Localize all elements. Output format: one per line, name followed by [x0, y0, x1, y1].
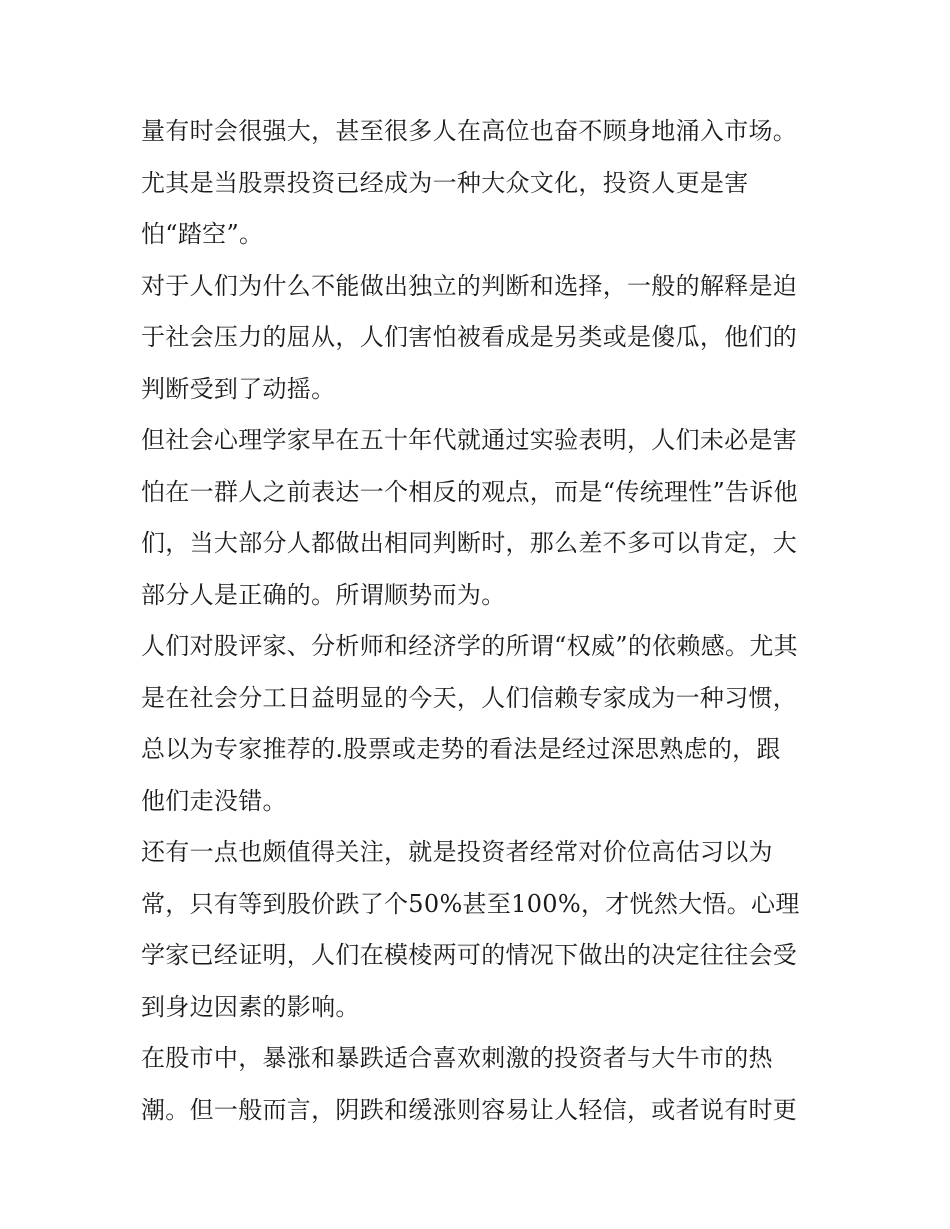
text-line: 还有一点也颇值得关注，就是投资者经常对价位高估习以为 — [141, 838, 773, 866]
text-line: 判断受到了动摇。 — [141, 374, 336, 403]
text-line: 学家已经证明，人们在模棱两可的情况下做出的决定往往会受 — [141, 941, 798, 969]
text-line: 对于人们为什么不能做出独立的判断和选择，一般的解释是迫 — [141, 271, 798, 300]
text-line: 常，只有等到股价跌了个50%甚至100%，才恍然大悟。心理 — [141, 889, 800, 918]
text-line: 怕“踏空”。 — [141, 220, 264, 248]
text-line: 于社会压力的屈从，人们害怕被看成是另类或是傻瓜，他们的 — [141, 323, 798, 351]
text-line: 但社会心理学家早在五十年代就通过实验表明，人们未必是害 — [141, 426, 798, 454]
text-line: 在股市中，暴涨和暴跌适合喜欢刺激的投资者与大牛市的热 — [141, 1044, 773, 1072]
text-line: 是在社会分工日益明显的今天，人们信赖专家成为一种习惯， — [141, 683, 798, 712]
text-line: 到身边因素的影响。 — [141, 992, 360, 1021]
text-line: 尤其是当股票投资已经成为一种大众文化，投资人更是害 — [141, 168, 749, 197]
body-text — [141, 106, 817, 1136]
text-line: 们，当大部分人都做出相同判断时，那么差不多可以肯定，大 — [141, 529, 798, 557]
text-line: 人们对股评家、分析师和经济学的所谓“权威”的依赖感。尤其 — [141, 632, 798, 660]
text-line: 他们走没错。 — [141, 786, 287, 815]
text-line: 潮。但一般而言，阴跌和缓涨则容易让人轻信，或者说有时更 — [141, 1095, 798, 1124]
text-line: 量有时会很强大，甚至很多人在高位也奋不顾身地涌入市场。 — [141, 117, 798, 145]
text-line: 部分人是正确的。所谓顺势而为。 — [141, 580, 506, 609]
text-line: 总以为专家推荐的.股票或走势的看法是经过深思熟虑的，跟 — [141, 735, 781, 763]
text-line: 怕在一群人之前表达一个相反的观点，而是“传统理性”告诉他 — [141, 477, 798, 506]
